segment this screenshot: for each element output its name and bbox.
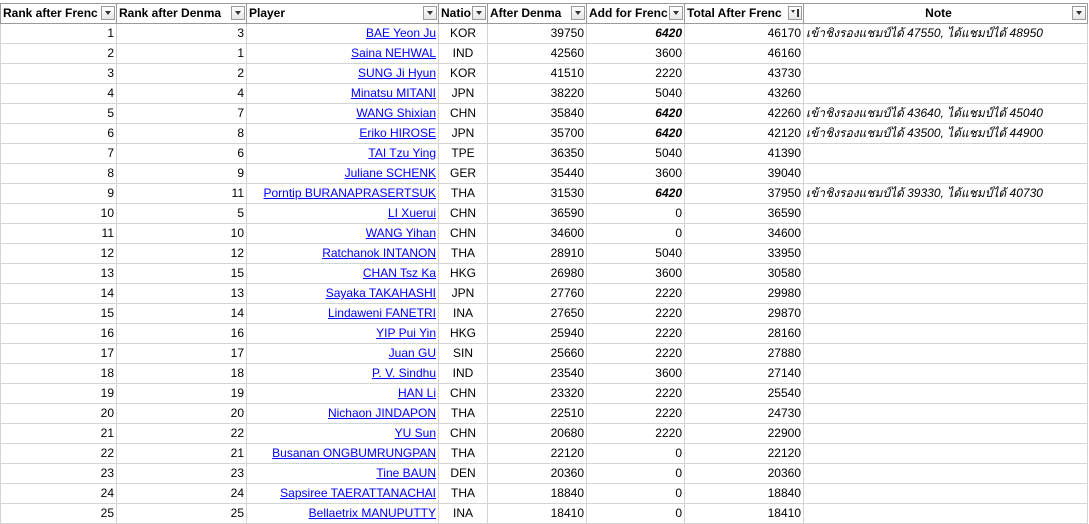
cell-rank-after-french[interactable]: 16: [1, 324, 117, 344]
player-link[interactable]: WANG Yihan: [365, 226, 436, 240]
table-row: [1, 184, 1088, 204]
cell-rank-after-french[interactable]: 19: [1, 384, 117, 404]
cell-rank-after-french[interactable]: 23: [1, 464, 117, 484]
cell-player[interactable]: [247, 424, 439, 444]
player-link[interactable]: P. V. Sindhu: [371, 366, 436, 380]
header-player: [247, 4, 439, 24]
cell-nation[interactable]: CHN: [439, 204, 488, 224]
table-row: [1, 164, 1088, 184]
cell-rank-after-denmark[interactable]: 4: [117, 84, 247, 104]
table-row: [1, 424, 1088, 444]
cell-player[interactable]: [247, 344, 439, 364]
cell-player[interactable]: [247, 24, 439, 44]
filter-dropdown-icon[interactable]: [423, 6, 437, 20]
cell-after-denmark[interactable]: 35440: [488, 164, 587, 184]
table-row: [1, 204, 1088, 224]
cell-rank-after-denmark[interactable]: 1: [117, 44, 247, 64]
cell-player[interactable]: [247, 284, 439, 304]
cell-player[interactable]: [247, 104, 439, 124]
cell-nation[interactable]: CHN: [439, 384, 488, 404]
cell-after-denmark[interactable]: 34600: [488, 224, 587, 244]
player-link[interactable]: WANG Shixian: [356, 106, 436, 120]
cell-add-for-french[interactable]: 6420: [587, 124, 685, 144]
cell-total-after-french[interactable]: 37950: [685, 184, 804, 204]
cell-after-denmark[interactable]: 20360: [488, 464, 587, 484]
cell-nation[interactable]: DEN: [439, 464, 488, 484]
player-link[interactable]: Minatsu MITANI: [350, 86, 436, 100]
cell-nation[interactable]: TPE: [439, 144, 488, 164]
table-row: [1, 324, 1088, 344]
cell-player[interactable]: [247, 264, 439, 284]
cell-add-for-french[interactable]: 2220: [587, 304, 685, 324]
cell-after-denmark[interactable]: 36350: [488, 144, 587, 164]
cell-rank-after-french[interactable]: 22: [1, 444, 117, 464]
cell-rank-after-french[interactable]: 12: [1, 244, 117, 264]
cell-add-for-french[interactable]: 2220: [587, 64, 685, 84]
cell-rank-after-denmark[interactable]: 10: [117, 224, 247, 244]
cell-after-denmark[interactable]: 23320: [488, 384, 587, 404]
cell-add-for-french[interactable]: 3600: [587, 164, 685, 184]
header-label: Player: [249, 6, 286, 20]
cell-rank-after-french[interactable]: 14: [1, 284, 117, 304]
cell-player[interactable]: [247, 444, 439, 464]
cell-total-after-french[interactable]: 33950: [685, 244, 804, 264]
cell-player[interactable]: [247, 404, 439, 424]
table-row: [1, 84, 1088, 104]
filter-dropdown-icon[interactable]: [101, 6, 115, 20]
cell-note[interactable]: เข้าชิงรองแชมป์ได้ 43640, ได้แชมป์ได้ 45040: [804, 104, 1088, 124]
header-total-after-french: [685, 4, 804, 24]
cell-total-after-french[interactable]: 46160: [685, 44, 804, 64]
player-link[interactable]: Eriko HIROSE: [359, 126, 436, 140]
header-rank-after-french: [1, 4, 117, 24]
header-label: After Denma: [490, 6, 562, 20]
player-link[interactable]: Tine BAUN: [376, 466, 436, 480]
cell-total-after-french[interactable]: 25540: [685, 384, 804, 404]
cell-note[interactable]: [804, 484, 1088, 504]
table-row: [1, 24, 1088, 44]
cell-note[interactable]: [804, 464, 1088, 484]
cell-rank-after-denmark[interactable]: 13: [117, 284, 247, 304]
cell-note[interactable]: [804, 504, 1088, 524]
table-row: [1, 144, 1088, 164]
cell-note[interactable]: [804, 64, 1088, 84]
cell-player[interactable]: [247, 44, 439, 64]
cell-player[interactable]: [247, 504, 439, 524]
cell-note[interactable]: เข้าชิงรองแชมป์ได้ 43500, ได้แชมป์ได้ 44900: [804, 124, 1088, 144]
cell-total-after-french[interactable]: 39040: [685, 164, 804, 184]
cell-add-for-french[interactable]: 3600: [587, 264, 685, 284]
table-row: [1, 44, 1088, 64]
cell-player[interactable]: [247, 464, 439, 484]
cell-add-for-french[interactable]: 6420: [587, 24, 685, 44]
cell-nation[interactable]: THA: [439, 244, 488, 264]
cell-add-for-french[interactable]: 2220: [587, 324, 685, 344]
cell-add-for-french[interactable]: 3600: [587, 364, 685, 384]
cell-total-after-french[interactable]: 42260: [685, 104, 804, 124]
cell-after-denmark[interactable]: 35700: [488, 124, 587, 144]
cell-rank-after-denmark[interactable]: 24: [117, 484, 247, 504]
cell-rank-after-denmark[interactable]: 16: [117, 324, 247, 344]
header-note: [804, 4, 1088, 24]
player-link[interactable]: Busanan ONGBUMRUNGPAN: [272, 446, 436, 460]
cell-total-after-french[interactable]: 46170: [685, 24, 804, 44]
cell-rank-after-denmark[interactable]: 22: [117, 424, 247, 444]
player-link[interactable]: YU Sun: [394, 426, 436, 440]
cell-add-for-french[interactable]: 2220: [587, 284, 685, 304]
cell-player[interactable]: [247, 164, 439, 184]
table-row: [1, 504, 1088, 524]
cell-after-denmark[interactable]: 27760: [488, 284, 587, 304]
table-row: [1, 284, 1088, 304]
cell-nation[interactable]: IND: [439, 44, 488, 64]
cell-note[interactable]: [804, 144, 1088, 164]
cell-player[interactable]: [247, 124, 439, 144]
cell-total-after-french[interactable]: 30580: [685, 264, 804, 284]
cell-rank-after-french[interactable]: 1: [1, 24, 117, 44]
cell-rank-after-french[interactable]: 21: [1, 424, 117, 444]
player-link[interactable]: Juliane SCHENK: [344, 166, 436, 180]
cell-after-denmark[interactable]: 35840: [488, 104, 587, 124]
cell-rank-after-denmark[interactable]: 5: [117, 204, 247, 224]
cell-note[interactable]: เข้าชิงรองแชมป์ได้ 47550, ได้แชมป์ได้ 48950: [804, 24, 1088, 44]
cell-add-for-french[interactable]: 2220: [587, 384, 685, 404]
player-link[interactable]: Lindaweni FANETRI: [327, 306, 436, 320]
player-link[interactable]: Ratchanok INTANON: [322, 246, 436, 260]
cell-total-after-french[interactable]: 28160: [685, 324, 804, 344]
cell-note[interactable]: [804, 84, 1088, 104]
cell-rank-after-denmark[interactable]: 14: [117, 304, 247, 324]
cell-after-denmark[interactable]: 28910: [488, 244, 587, 264]
cell-rank-after-denmark[interactable]: 18: [117, 364, 247, 384]
player-link[interactable]: SUNG Ji Hyun: [357, 66, 436, 80]
filter-dropdown-icon[interactable]: [669, 6, 683, 20]
cell-player[interactable]: [247, 184, 439, 204]
cell-player[interactable]: [247, 484, 439, 504]
cell-player[interactable]: [247, 64, 439, 84]
cell-note[interactable]: [804, 424, 1088, 444]
cell-add-for-french[interactable]: 0: [587, 464, 685, 484]
cell-rank-after-french[interactable]: 2: [1, 44, 117, 64]
table-row: [1, 404, 1088, 424]
cell-rank-after-french[interactable]: 10: [1, 204, 117, 224]
table-row: [1, 344, 1088, 364]
cell-rank-after-denmark[interactable]: 17: [117, 344, 247, 364]
cell-after-denmark[interactable]: 31530: [488, 184, 587, 204]
cell-after-denmark[interactable]: 22120: [488, 444, 587, 464]
table-row: [1, 244, 1088, 264]
cell-note[interactable]: [804, 244, 1088, 264]
cell-rank-after-denmark[interactable]: 20: [117, 404, 247, 424]
filter-dropdown-icon[interactable]: [1072, 6, 1086, 20]
cell-player[interactable]: [247, 204, 439, 224]
cell-after-denmark[interactable]: 18840: [488, 484, 587, 504]
player-link[interactable]: BAE Yeon Ju: [365, 26, 436, 40]
cell-add-for-french[interactable]: 2220: [587, 424, 685, 444]
cell-note[interactable]: [804, 444, 1088, 464]
cell-total-after-french[interactable]: 34600: [685, 224, 804, 244]
cell-after-denmark[interactable]: 25940: [488, 324, 587, 344]
cell-rank-after-french[interactable]: 24: [1, 484, 117, 504]
cell-rank-after-french[interactable]: 4: [1, 84, 117, 104]
cell-after-denmark[interactable]: 18410: [488, 504, 587, 524]
cell-total-after-french[interactable]: 27140: [685, 364, 804, 384]
cell-add-for-french[interactable]: 6420: [587, 184, 685, 204]
cell-after-denmark[interactable]: 27650: [488, 304, 587, 324]
cell-add-for-french[interactable]: 2220: [587, 344, 685, 364]
header-rank-after-denmark: [117, 4, 247, 24]
cell-rank-after-denmark[interactable]: 21: [117, 444, 247, 464]
cell-note[interactable]: [804, 44, 1088, 64]
cell-note[interactable]: [804, 304, 1088, 324]
cell-after-denmark[interactable]: 22510: [488, 404, 587, 424]
cell-add-for-french[interactable]: 0: [587, 444, 685, 464]
cell-after-denmark[interactable]: 38220: [488, 84, 587, 104]
cell-note[interactable]: [804, 164, 1088, 184]
cell-note[interactable]: เข้าชิงรองแชมป์ได้ 39330, ได้แชมป์ได้ 40730: [804, 184, 1088, 204]
cell-total-after-french[interactable]: 41390: [685, 144, 804, 164]
cell-total-after-french[interactable]: 18410: [685, 504, 804, 524]
cell-add-for-french[interactable]: 0: [587, 504, 685, 524]
cell-rank-after-french[interactable]: 7: [1, 144, 117, 164]
cell-nation[interactable]: HKG: [439, 264, 488, 284]
player-link[interactable]: YIP Pui Yin: [376, 326, 436, 340]
cell-player[interactable]: [247, 144, 439, 164]
cell-total-after-french[interactable]: 24730: [685, 404, 804, 424]
cell-rank-after-denmark[interactable]: 25: [117, 504, 247, 524]
cell-after-denmark[interactable]: 25660: [488, 344, 587, 364]
header-after-denmark: [488, 4, 587, 24]
cell-add-for-french[interactable]: 5040: [587, 144, 685, 164]
player-link[interactable]: Nichaon JINDAPON: [327, 406, 436, 420]
player-link[interactable]: Sayaka TAKAHASHI: [325, 286, 436, 300]
cell-add-for-french[interactable]: 0: [587, 484, 685, 504]
cell-rank-after-denmark[interactable]: 11: [117, 184, 247, 204]
cell-rank-after-denmark[interactable]: 3: [117, 24, 247, 44]
cell-note[interactable]: [804, 224, 1088, 244]
cell-rank-after-french[interactable]: 18: [1, 364, 117, 384]
cell-total-after-french[interactable]: 43730: [685, 64, 804, 84]
cell-rank-after-denmark[interactable]: 7: [117, 104, 247, 124]
cell-nation[interactable]: THA: [439, 484, 488, 504]
filter-dropdown-icon[interactable]: [472, 6, 486, 20]
cell-after-denmark[interactable]: 36590: [488, 204, 587, 224]
cell-note[interactable]: [804, 204, 1088, 224]
cell-nation[interactable]: GER: [439, 164, 488, 184]
cell-rank-after-french[interactable]: 6: [1, 124, 117, 144]
cell-total-after-french[interactable]: 20360: [685, 464, 804, 484]
cell-nation[interactable]: JPN: [439, 84, 488, 104]
player-link[interactable]: Bellaetrix MANUPUTTY: [308, 506, 436, 520]
table-row: [1, 124, 1088, 144]
cell-nation[interactable]: KOR: [439, 24, 488, 44]
cell-rank-after-denmark[interactable]: 9: [117, 164, 247, 184]
cell-rank-after-french[interactable]: 15: [1, 304, 117, 324]
cell-total-after-french[interactable]: 36590: [685, 204, 804, 224]
cell-add-for-french[interactable]: 0: [587, 204, 685, 224]
cell-total-after-french[interactable]: 29980: [685, 284, 804, 304]
table-row: [1, 104, 1088, 124]
cell-add-for-french[interactable]: 0: [587, 224, 685, 244]
header-nation: [439, 4, 488, 24]
cell-rank-after-denmark[interactable]: 15: [117, 264, 247, 284]
header-add-for-french: [587, 4, 685, 24]
player-link[interactable]: Saina NEHWAL: [351, 46, 436, 60]
cell-rank-after-french[interactable]: 8: [1, 164, 117, 184]
cell-rank-after-denmark[interactable]: 19: [117, 384, 247, 404]
cell-rank-after-french[interactable]: 17: [1, 344, 117, 364]
cell-add-for-french[interactable]: 6420: [587, 104, 685, 124]
cell-total-after-french[interactable]: 27880: [685, 344, 804, 364]
cell-player[interactable]: [247, 84, 439, 104]
cell-player[interactable]: [247, 304, 439, 324]
table-row: [1, 444, 1088, 464]
header-row: [1, 4, 1088, 24]
cell-note[interactable]: [804, 344, 1088, 364]
cell-add-for-french[interactable]: 5040: [587, 244, 685, 264]
sort-descending-filter-icon[interactable]: [788, 6, 802, 20]
cell-rank-after-french[interactable]: 9: [1, 184, 117, 204]
cell-player[interactable]: [247, 244, 439, 264]
table-row: [1, 304, 1088, 324]
cell-rank-after-french[interactable]: 11: [1, 224, 117, 244]
cell-after-denmark[interactable]: 42560: [488, 44, 587, 64]
header-label: Total After Frenc: [687, 6, 782, 20]
cell-nation[interactable]: IND: [439, 364, 488, 384]
cell-total-after-french[interactable]: 42120: [685, 124, 804, 144]
cell-after-denmark[interactable]: 23540: [488, 364, 587, 384]
player-link[interactable]: Porntip BURANAPRASERTSUK: [263, 186, 436, 200]
header-label: Rank after Frenc: [3, 6, 98, 20]
player-link[interactable]: HAN Li: [397, 386, 436, 400]
cell-add-for-french[interactable]: 5040: [587, 84, 685, 104]
cell-rank-after-denmark[interactable]: 8: [117, 124, 247, 144]
player-link[interactable]: Sapsiree TAERATTANACHAI: [280, 486, 436, 500]
table-row: [1, 484, 1088, 504]
cell-rank-after-denmark[interactable]: 23: [117, 464, 247, 484]
cell-note[interactable]: [804, 264, 1088, 284]
cell-after-denmark[interactable]: 26980: [488, 264, 587, 284]
header-label: Rank after Denma: [119, 6, 222, 20]
cell-player[interactable]: [247, 324, 439, 344]
cell-nation[interactable]: JPN: [439, 284, 488, 304]
table-row: [1, 364, 1088, 384]
cell-total-after-french[interactable]: 22900: [685, 424, 804, 444]
cell-player[interactable]: [247, 224, 439, 244]
cell-nation[interactable]: THA: [439, 404, 488, 424]
cell-nation[interactable]: CHN: [439, 224, 488, 244]
cell-rank-after-french[interactable]: 5: [1, 104, 117, 124]
cell-nation[interactable]: CHN: [439, 424, 488, 444]
cell-nation[interactable]: KOR: [439, 64, 488, 84]
cell-nation[interactable]: THA: [439, 444, 488, 464]
cell-rank-after-french[interactable]: 20: [1, 404, 117, 424]
cell-total-after-french[interactable]: 43260: [685, 84, 804, 104]
cell-nation[interactable]: HKG: [439, 324, 488, 344]
cell-add-for-french[interactable]: 2220: [587, 404, 685, 424]
cell-total-after-french[interactable]: 18840: [685, 484, 804, 504]
cell-rank-after-denmark[interactable]: 2: [117, 64, 247, 84]
header-label: Natio: [441, 6, 471, 20]
filter-dropdown-icon[interactable]: [231, 6, 245, 20]
cell-nation[interactable]: THA: [439, 184, 488, 204]
cell-note[interactable]: [804, 384, 1088, 404]
header-label: Add for Frenc: [589, 6, 668, 20]
table-row: [1, 264, 1088, 284]
player-link[interactable]: LI Xuerui: [387, 206, 436, 220]
table-row: [1, 384, 1088, 404]
cell-nation[interactable]: INA: [439, 504, 488, 524]
table-row: [1, 224, 1088, 244]
cell-nation[interactable]: SIN: [439, 344, 488, 364]
cell-after-denmark[interactable]: 41510: [488, 64, 587, 84]
table-row: [1, 464, 1088, 484]
ranking-table: [0, 3, 1088, 524]
player-link[interactable]: TAI Tzu Ying: [368, 146, 436, 160]
cell-nation[interactable]: JPN: [439, 124, 488, 144]
cell-note[interactable]: [804, 364, 1088, 384]
cell-rank-after-french[interactable]: 13: [1, 264, 117, 284]
cell-player[interactable]: [247, 384, 439, 404]
player-link[interactable]: Juan GU: [388, 346, 436, 360]
cell-total-after-french[interactable]: 22120: [685, 444, 804, 464]
cell-after-denmark[interactable]: 39750: [488, 24, 587, 44]
cell-nation[interactable]: INA: [439, 304, 488, 324]
table-row: [1, 64, 1088, 84]
cell-rank-after-denmark[interactable]: 12: [117, 244, 247, 264]
header-label: Note: [925, 6, 952, 20]
filter-dropdown-icon[interactable]: [571, 6, 585, 20]
player-link[interactable]: CHAN Tsz Ka: [362, 266, 436, 280]
cell-total-after-french[interactable]: 29870: [685, 304, 804, 324]
cell-note[interactable]: [804, 324, 1088, 344]
cell-note[interactable]: [804, 284, 1088, 304]
cell-nation[interactable]: CHN: [439, 104, 488, 124]
cell-add-for-french[interactable]: 3600: [587, 44, 685, 64]
cell-rank-after-denmark[interactable]: 6: [117, 144, 247, 164]
cell-note[interactable]: [804, 404, 1088, 424]
cell-after-denmark[interactable]: 20680: [488, 424, 587, 444]
cell-player[interactable]: [247, 364, 439, 384]
cell-rank-after-french[interactable]: 25: [1, 504, 117, 524]
cell-rank-after-french[interactable]: 3: [1, 64, 117, 84]
